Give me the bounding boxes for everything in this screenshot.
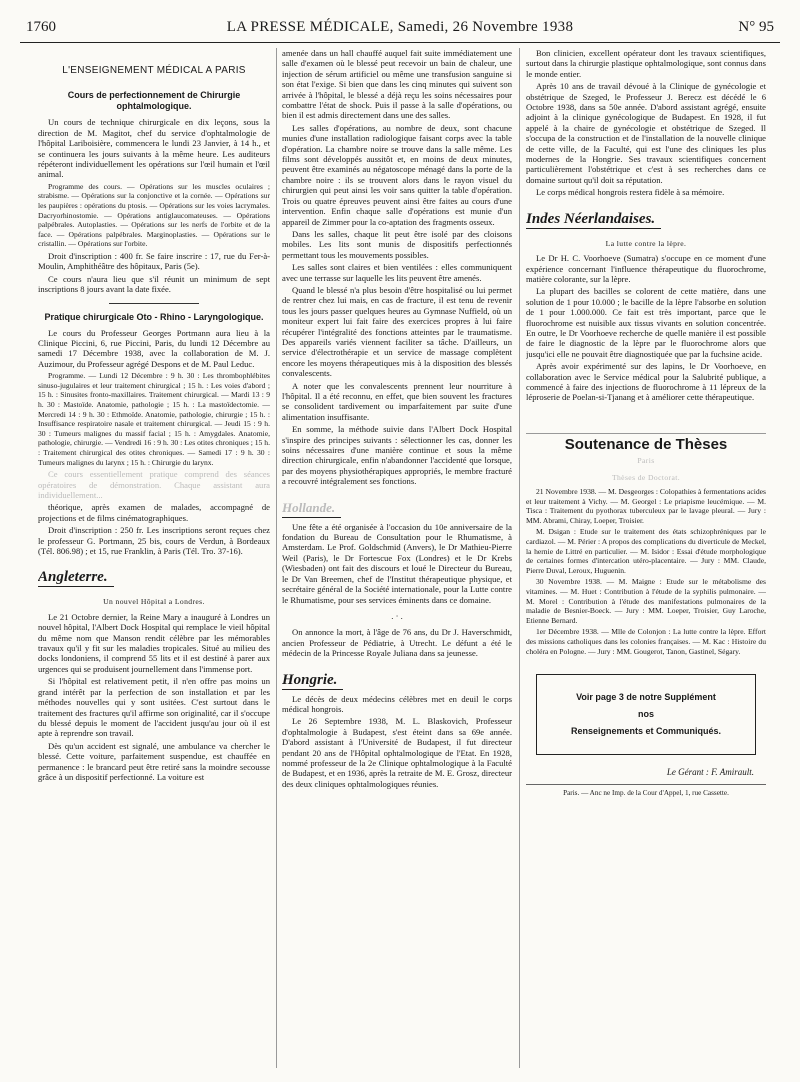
column-divider — [519, 48, 520, 1068]
column-divider — [276, 48, 277, 1068]
page-number: 1760 — [26, 19, 56, 35]
paragraph: amenée dans un hall chauffé auquel fait suite immédiatement une salle d'examen où le blessé peut recevoir un bain de chaleur, une injection de sérum artificiel ou même une transfusion sanguine si son état l'exige. Si bien que dans les cinq minutes qui suivent son arrivée à l'hôpital, le blessé a déjà reçu les soins nécessaires pour combattre l'état de shock. Puis il passe à la salle d'opérations, ou bien il est admis directement dans une des salles. — [282, 48, 512, 121]
paragraph: Le 26 Septembre 1938, M. L. Blaskovich, Professeur d'ophtalmologie à Budapest, s'est éteint dans sa 69e année. D'abord assistant à l'Université de Budapest, il fut directeur pendant 20 ans de l'Hôpital ophtalmologique de l'Etat. En 1928, nommé professeur de la 2e Clinique ophtalmologique à la Faculté de Budapest, et en 1936, après la retraite de M. E. Grosz, directeur des deux cliniques ophtalmologiques réunies. — [282, 716, 512, 789]
paragraph: Le corps médical hongrois restera fidèle à sa mémoire. — [536, 187, 725, 198]
paragraph: A noter que les convalescents prennent leur nourriture à l'hôpital. Il a été reconnu, en effet, que bien souvent les fractures se consolident tardivement ou imparfaitement par suite d'une alimentation insuffisante. — [282, 380, 512, 422]
section-title: L'ENSEIGNEMENT MÉDICAL A PARIS — [62, 65, 246, 76]
paragraph: Quand le blessé n'a plus besoin d'être hospitalisé ou lui permet de rentrer chez lui mais, en cas de fracture, il est tenu de revenir tous les jours passer quelques heures au Gymnase Nuffield, où un moniteur expert lui fait faire des exercices propres à lui faire récupérer l'intégralité des fonctions atteintes par le traumatisme. Des appareils variés viennent faciliter sa tâche. D'ailleurs, un service d'électrothérapie et un service de massage complètent encore les moyens thérapeutiques mis à la disposition des blessés convalescents. — [282, 284, 512, 379]
thesis-entry: 1er Décembre 1938. — Mlle de Colonjon : La lutte contre la lèpre. Effort des missions catholiques dans les colonies françaises. — M. Kac : Histoire du choléra en Pologne. — Jury : MM. Gougerot, Tanon, Gastinel, Ségary. — [526, 627, 766, 656]
programme: Programme des cours. — Opérations sur les muscles oculaires ; strabisme. — Opérations sur la conjonctive et la cornée. — Opérations sur les paupières : opérations du ptosis. — Opérations sur les voies lacrymales. Dacryorhinostomie. — Opérations antiglaucomateuses. — Opérations palpébrales. Autoplasties. — Opérations sur les nerfs de l'orbite et de la face. — Opérations palpébrales. Marginoplasties. — Opérations sur le cristallin. — Opérations sur l'orbite. — [38, 181, 270, 249]
subheading: Thèses de Doctorat. — [611, 472, 681, 482]
journal-title: LA PRESSE MÉDICALE, Samedi, 26 Novembre 1938 — [226, 19, 574, 35]
programme: Programme. — Lundi 12 Décembre : 9 h. 30 : Les thrombophlébites sinuso-jugulaires et leur traitement chirurgical ; 15 h. : Les voies d'abord ; 15 h. : Sinusites fronto-maxillaires. Traitement chirurgical. — Mardi 13 : 9 h. 30 : Mastoïde. Anatomie, pathologie ; 15 h. : La mastoïdectomie. — Mercredi 14 : 9 h. 30 : Ethmoïde. Anatomie, pathologie, chirurgie ; 15 h. : Insuffisance respiratoire nasale et traitement chirurgical. — Jeudi 15 : 9 h. 30 : Tumeurs malignes du massif facial ; 15 h. : Amygdales. Anatomie, pathologie, chirurgie. — Vendredi 16 : 9 h. 30 : Les otites chroniques ; 15 h. : Traitement chirurgical des otites chroniques. — Samedi 17 : 9 h. 30 : Tumeurs malignes du larynx ; 15 h. : Chirurgie du larynx. — [38, 371, 270, 467]
city-heading: Paris — [637, 456, 655, 466]
paragraph: Bon clinicien, excellent opérateur dont les travaux scientifiques, surtout dans la chirurgie plastique ophtalmologique, sont connus dans le monde entier. — [526, 48, 766, 79]
supplement-notice — [536, 674, 756, 755]
divider — [109, 303, 199, 304]
thesis-entry: M. Dsigan : Etude sur le traitement des états schizophréniques par le cardiazol. — M. Périer : A propos des complications du diverticule de Meckel, la hernie de Littré en particulier. — M. Isidor : Essai d'étude morphologique de certaines formes d'intercation utéro-placentaire. — Jury : MM. Claude, Pierre Duval, Leroux, Huguenin. — [526, 527, 766, 575]
paragraph: Après 10 ans de travail dévoué à la Clinique de gynécologie et obstétrique de Szeged, le Professeur J. Berecz est décédé le 6 Octobre 1938, dans sa 50e année. D'abord assistant agrégé, ensuite adjoint à la clinique gynécologique de Budapest. En 1928, il fut appelé à la chaire de gynécologie et obstétrique de Szeged. Il s'occupa de la construction et de l'installation de la nouvelle clinique de cette ville, de la Faculté, qui est l'une des cliniques les plus modernes de la Hongrie. Ses travaux scientifiques concernent particulièrement l'obstétrique et c'est à ses recherches dans ce domaine surtout qu'il doit sa réputation. — [526, 81, 766, 185]
country-heading: Hollande. — [282, 499, 341, 518]
country-heading: Angleterre. — [38, 568, 114, 587]
paragraph: Le décès de deux médecins célèbres met en deuil le corps médical hongrois. — [282, 693, 512, 714]
country-heading: Indes Néerlandaises. — [526, 210, 661, 229]
course-heading: Cours de perfectionnement de Chirurgie ophtalmologique. — [67, 90, 241, 112]
paragraph: Droit d'inscription : 400 fr. Se faire inscrire : 17, rue du Fer-à-Moulin, Amphithéâtre des hôpitaux, Paris (5e). — [38, 251, 270, 272]
paragraph: Dès qu'un accident est signalé, une ambulance va chercher le blessé. Cette voiture, parfaitement suspendue, est chauffée en permanence : le brancard peut être retiré sans la moindre secousse grâce à un dispositif perfectionné. La voiture est — [38, 740, 270, 782]
notice-line: Voir page 3 de notre Supplément — [576, 692, 716, 703]
issue-number: N° 95 — [738, 19, 774, 35]
paragraph: Le 21 Octobre dernier, la Reine Mary a inauguré à Londres un nouvel hôpital, l'Albert Dock Hospital qui remplace le vieil hôpital du même nom que Manson rendit célèbre par les mémorables travaux qu'il y fit sur les maladies tropicales. Situé au milieu des docks londoniens, il comprend 55 lits et il est destiné à parer aux urgences qui se produisent journellement dans l'immense port. — [38, 611, 270, 674]
separator: . · . — [391, 610, 403, 621]
column-3 — [526, 48, 766, 1068]
paragraph: théorique, après examen de malades, accompagné de projections et de films cinématographiques. — [38, 502, 270, 523]
paragraph: Une fête a été organisée à l'occasion du 10e anniversaire de la fondation du Bureau de Consultation pour le Rhumatisme, à Amsterdam. Le Prof. Goldschmid (Anvers), le Dr Mathieu-Pierre Weil (Paris), le Dr Fortescue Fox (Londres) et le Dr Krebs (Wiesbaden) ont fait des discours et loué le Directeur du Bureau, le Dr Van Breemen, chef de l'Institut thérapeutique physique, et secrétaire général de la Société internationale, pour la Lutte contre le Rhumatisme, pour ses services éminents dans ce domaine. — [282, 521, 512, 605]
paragraph: Les salles sont claires et bien ventilées : elles communiquent avec une terrasse sur laquelle les lits peuvent être amenés. — [282, 262, 512, 283]
thesis-entry: 30 Novembre 1938. — M. Maigne : Etude sur le métabolisme des vitamines. — M. Huet : Contribution à l'étude de la syphilis pulmonaire. — M. Morel : Contribution à l'étude des manifestations pulmonaires de la maladie de Besnier-Boeck. — Jury : MM. Loeper, Troisier, Guy Laroche, Etienne Bernard. — [526, 577, 766, 625]
course-heading: Pratique chirurgicale Oto - Rhino - Laryngologique. — [44, 311, 264, 322]
paragraph: La plupart des bacilles se colorent de cette matière, dans une solution de 1 pour 10.000 ; le bacille de la lèpre l'absorbe en solution de 1 pour 1.000.000. Ce fait est très important, parce que le fluorochrome est nuisible aux tissus vivants en solution concentrée. En outre, le Dr Voorhoeve recherche de quelle manière il est possible de faire le diagnostic de la lèpre par le fluorochrome alors que jusqu'ici elle ne pouvait être diagnostiquée que par la fuchsine acide. — [526, 286, 766, 359]
paragraph: Le Dr H. C. Voorhoeve (Sumatra) s'occupe en ce moment d'une expérience concernant l'influence thérapeutique du fluorochrome, matière colorante, sur la lèpre. — [526, 253, 766, 284]
column-2 — [282, 48, 512, 1068]
paragraph: Un cours de technique chirurgicale en dix leçons, sous la direction de M. Magitot, chef du service d'ophtalmologie de l'hôpital Lariboisière, commencera le lundi 23 Janvier, à 14 h., et se continuera les jours suivants à la même heure. Les auditeurs répéteront individuellement les opérations sur l'œil humain et l'œil animal. — [38, 117, 270, 180]
paragraph: Le cours du Professeur Georges Portmann aura lieu à la Clinique Piccini, 6, rue Piccini, Paris, du lundi 12 Décembre au samedi 17 Décembre 1938, avec la collaboration de M. J. Auzimour, du Professeur agrégé Despons et de M. Paul Leduc. — [38, 327, 270, 369]
paragraph: En somme, la méthode suivie dans l'Albert Dock Hospital s'inspire des principes suivants : sélectionner les cas, donner les soins nécessaires d'une manière continue et sous la même direction chirurgicale, enfin n'abandonner l'accidenté que lorsque, par des moyens physiothérapiques appropriés, le membre fracturé a recouvré intégralement ses fonctions. — [282, 424, 512, 487]
paragraph: Droit d'inscription : 250 fr. Les inscriptions seront reçues chez le professeur G. Portmann, 25 bis, cours de Verdun, à Bordeaux (Tél. 806.98) ; et 15, rue Franklin, à Paris (Tél. Tro. 37-16). — [38, 525, 270, 557]
divider — [526, 433, 766, 434]
paragraph: Dans les salles, chaque lit peut être isolé par des cloisons mobiles. Les lits sont munis de dispositifs perfectionnés permettant tous les mouvements possibles. — [282, 228, 512, 260]
paragraph: Les salles d'opérations, au nombre de deux, sont chacune munies d'une installation radiologique faisant corps avec la table d'opération. La chambre noire se trouve dans la salle même. Les films sont développés aussitôt et, en moins de deux minutes, peuvent être examinés au négatoscope ménagé dans la porte de la chambre noire : ils se trouvent alors dans le rayon visuel du chirurgien qui peut ainsi les voir sans quitter la table d'opération. Trois ou quatre épreuves peuvent ainsi être faites au cours d'une intervention. Enfin chaque salle d'opérations est munie d'un appareil de Zimmer pour la co-aptation des fragments osseux. — [282, 122, 512, 227]
country-heading: Hongrie. — [282, 671, 343, 690]
notice-line: nos — [637, 709, 654, 720]
paragraph: Si l'hôpital est relativement petit, il n'en offre pas moins un grand intérêt par la perfection de son installation et par les méthodes nouvelles qui y sont usitées. C'est surtout dans le traitement des fractures qu'il affirme son originalité, car il s'occupe du blessé depuis le moment de l'accident jusqu'au jour où il est apte à reprendre son travail. — [38, 676, 270, 739]
subheading: La lutte contre la lèpre. — [605, 238, 687, 248]
notice-line: Renseignements et Communiqués. — [570, 726, 722, 737]
imprint: Paris. — Anc ne Imp. de la Cour d'Appel, 1, rue Cassette. — [526, 784, 766, 798]
page-header — [20, 16, 780, 43]
column-1 — [38, 48, 270, 1068]
paragraph: On annonce la mort, à l'âge de 76 ans, du Dr J. Haverschmidt, ancien Professeur de Pédiatrie, à Utrecht. Le défunt a été le médecin de la Princesse Royale Juliana dans sa jeunesse. — [282, 627, 512, 659]
paragraph: Après avoir expérimenté sur des lapins, le Dr Voorhoeve, en collaboration avec le Service médical pour la Salubrité publique, a commencé à faire des injections de fluorochrome à 11 lépreux de la léproserie de Poelan-si-Tjanang et à améliorer cette thérapeutique. — [526, 361, 766, 403]
faded-paragraph: Ce cours essentiellement pratique comprend des séances opératoires de démonstration. Chaque assistant aura individuellement... — [38, 469, 270, 500]
thesis-entry: 21 Novembre 1938. — M. Desgeorges : Colopathies à fermentations acides et leur traitement à Vichy. — M. Georgel : Le priapisme leucémique. — M. Tisca : Traitement du pyothorax tuberculeux par le lavage pleural. — Jury : MM. Abrami, Chiray, Loeper, Troisier. — [526, 487, 766, 525]
theses-heading: Soutenance de Thèses — [564, 435, 728, 453]
subheading: Un nouvel Hôpital a Londres. — [103, 597, 205, 607]
gerant-signature: Le Gérant : F. Amirault. — [666, 767, 754, 778]
paragraph: Ce cours n'aura lieu que s'il réunit un minimum de sept inscriptions 8 jours avant la date fixée. — [38, 273, 270, 295]
